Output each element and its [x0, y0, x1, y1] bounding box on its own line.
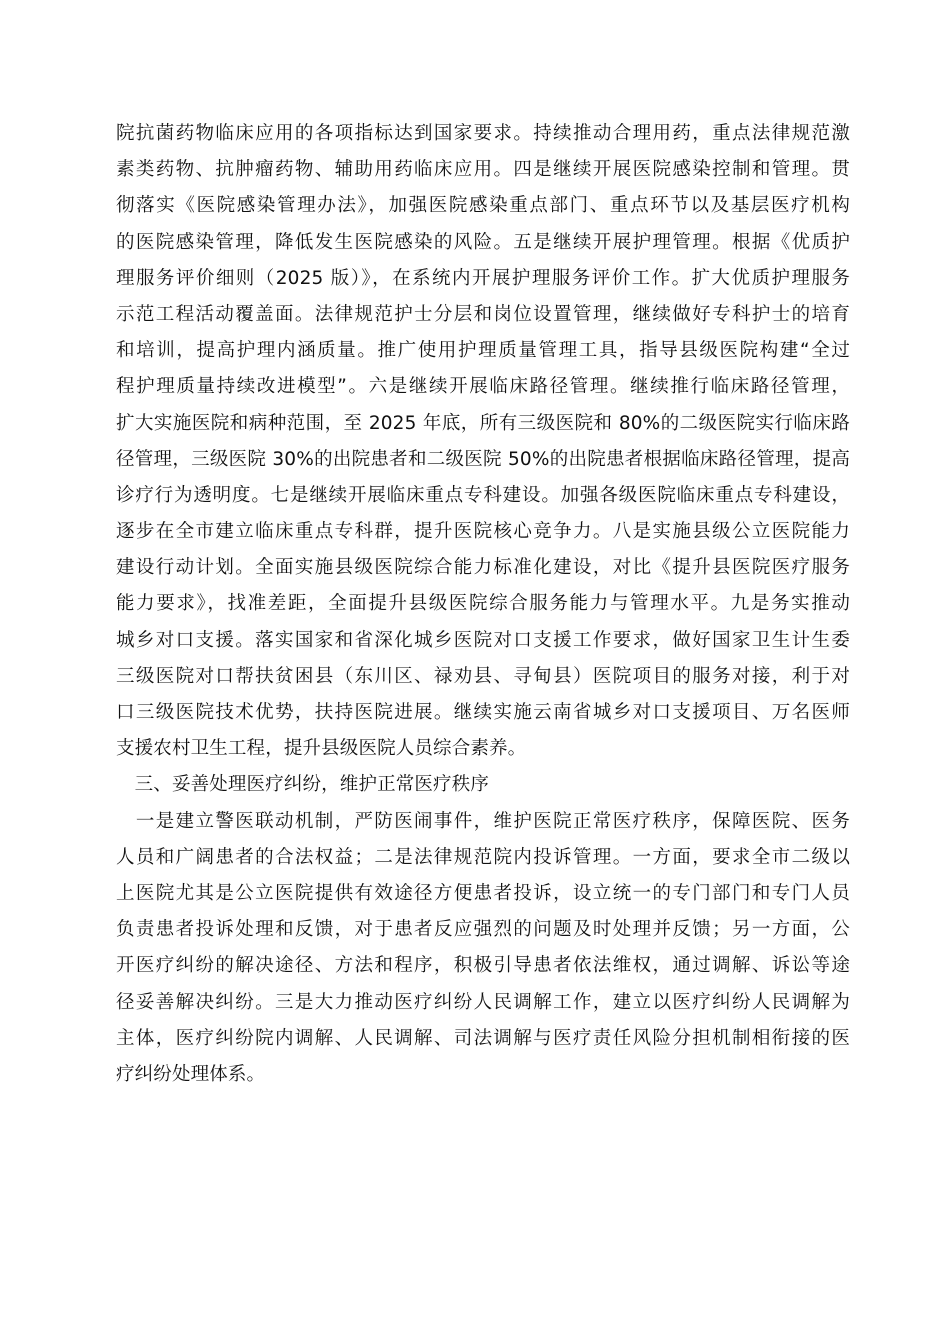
text-line: 口三级医院技术优势，扶持医院进展。继续实施云南省城乡对口支援项目、万名医师 [116, 702, 850, 723]
text-line: 开医疗纠纷的解决途径、方法和程序，积极引导患者依法维权，通过调解、诉讼等途 [116, 955, 850, 977]
text-line: 示范工程活动覆盖面。法律规范护士分层和岗位设置管理，继续做好专科护士的培育 [116, 303, 850, 325]
text-line: 径妥善解决纠纷。三是大力推动医疗纠纷人民调解工作，建立以医疗纠纷人民调解为 [116, 991, 850, 1013]
text-line: 院抗菌药物临床应用的各项指标达到国家要求。持续推动合理用药，重点法律规范激 [116, 123, 850, 144]
text-line: 建设行动计划。全面实施县级医院综合能力标准化建设，对比《提升县医院医疗服务 [116, 557, 850, 579]
text-line: 三级医院对口帮扶贫困县（东川区、禄劝县、寻甸县）医院项目的服务对接，利于对 [116, 665, 850, 687]
text-line: 理服务评价细则（2025 版）》，在系统内开展护理服务评价工作。扩大优质护理服务 [116, 267, 850, 289]
text-line: 素类药物、抗肿瘤药物、辅助用药临床应用。四是继续开展医院感染控制和管理。贯 [116, 159, 850, 181]
text-line: 扩大实施医院和病种范围，至 2025 年底，所有三级医院和 80%的二级医院实行临床路 [116, 412, 850, 434]
text-line: 的医院感染管理，降低发生医院感染的风险。五是继续开展护理管理。根据《优质护 [116, 231, 850, 253]
text-line: 径管理，三级医院 30%的出院患者和二级医院 50%的出院患者根据临床路径管理，提高 [116, 448, 850, 470]
text-line: 城乡对口支援。落实国家和省深化城乡医院对口支援工作要求，做好国家卫生计生委 [116, 629, 850, 651]
text-line: 一是建立警医联动机制，严防医闹事件，维护医院正常医疗秩序，保障医院、医务 [116, 810, 850, 832]
text-line: 逐步在全市建立临床重点专科群，提升医院核心竞争力。八是实施县级公立医院能力 [116, 521, 850, 543]
text-line: 和培训，提高护理内涵质量。推广使用护理质量管理工具，指导县级医院构建“全过 [116, 340, 850, 362]
text-line: 负责患者投诉处理和反馈，对于患者反应强烈的问题及时处理并反馈；另一方面，公 [116, 919, 850, 941]
text-line: 人员和广阔患者的合法权益；二是法律规范院内投诉管理。一方面，要求全市二级以 [116, 846, 850, 868]
document-body [116, 116, 850, 1093]
paragraph-end-line: 疗纠纷处理体系。 [116, 1063, 266, 1085]
paragraph-end-line: 支援农村卫生工程，提升县级医院人员综合素养。 [116, 738, 527, 760]
section-heading: 三、妥善处理医疗纠纷，维护正常医疗秩序 [116, 774, 490, 796]
text-line: 程护理质量持续改进模型”。六是继续开展临床路径管理。继续推行临床路径管理， [116, 376, 850, 398]
text-line: 上医院尤其是公立医院提供有效途径方便患者投诉，设立统一的专门部门和专门人员 [116, 882, 850, 904]
text-line: 能力要求》，找准差距，全面提升县级医院综合服务能力与管理水平。九是务实推动 [116, 593, 850, 615]
text-line: 彻落实《医院感染管理办法》，加强医院感染重点部门、重点环节以及基层医疗机构 [116, 195, 850, 217]
text-line: 诊疗行为透明度。七是继续开展临床重点专科建设。加强各级医院临床重点专科建设， [116, 484, 850, 506]
text-line: 主体，医疗纠纷院内调解、人民调解、司法调解与医疗责任风险分担机制相衔接的医 [116, 1027, 850, 1049]
